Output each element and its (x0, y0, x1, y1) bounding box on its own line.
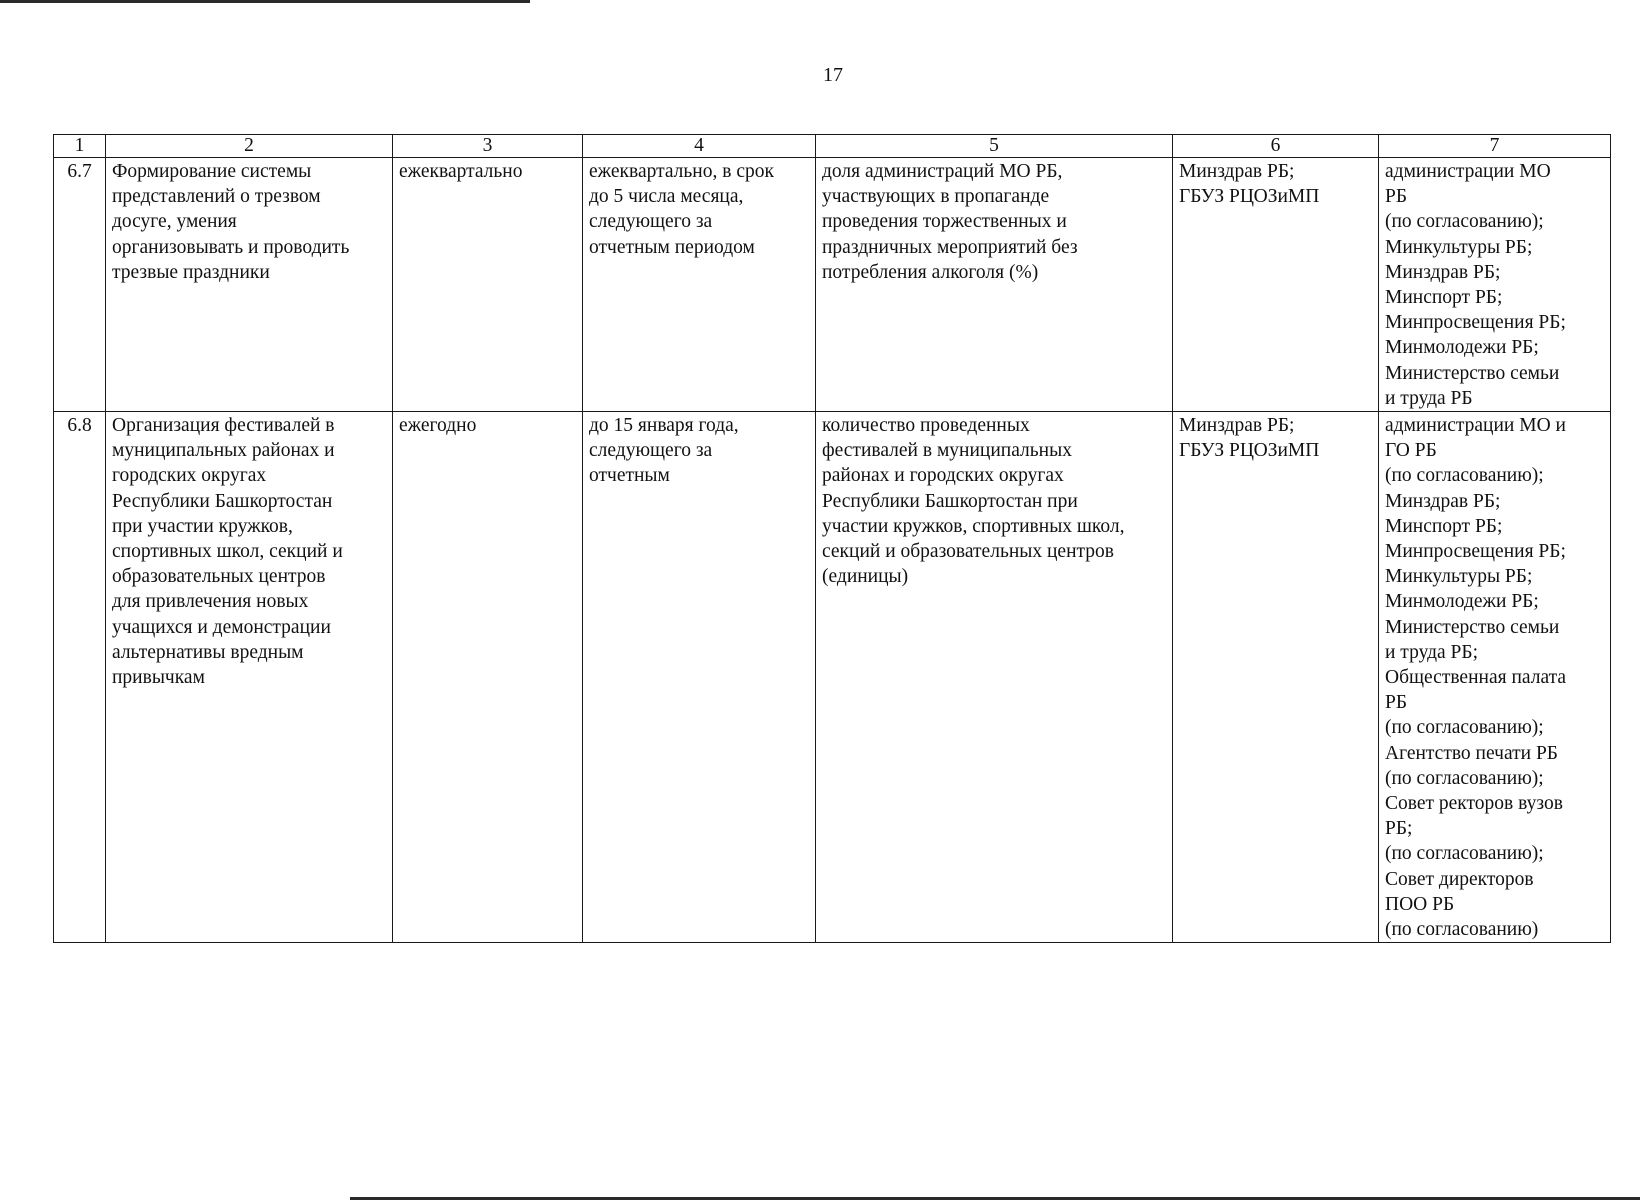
measure-cell (106, 412, 393, 943)
deadline-cell (583, 158, 816, 412)
cell-text-line: фестивалей в муниципальных (822, 440, 1072, 462)
column-header: 6 (1173, 135, 1379, 158)
executors-cell (1379, 412, 1611, 943)
cell-text-line: Республики Башкортостан при (822, 490, 1078, 512)
cell-text-line: (единицы) (822, 566, 909, 588)
responsible-cell (1173, 158, 1379, 412)
cell-text-line: Министерство семьи (1385, 362, 1560, 384)
cell-text-line: отчетным (589, 465, 670, 487)
column-header: 2 (106, 135, 393, 158)
cell-text-line: Минспорт РБ; (1385, 287, 1503, 309)
cell-text-line: РБ (1385, 186, 1408, 208)
cell-text-line: администрации МО (1385, 161, 1551, 182)
plan-table (53, 134, 1611, 943)
cell-text-line: ПОО РБ (1385, 893, 1455, 915)
column-header: 1 (54, 135, 106, 158)
cell-text-line: привычкам (112, 667, 205, 689)
indicator-cell (816, 158, 1173, 412)
row-number-cell: 6.8 (54, 412, 106, 943)
cell-text-line: количество проведенных (822, 415, 1030, 437)
cell-text-line: ежегодно (399, 415, 477, 437)
cell-text-line: ежеквартально, в срок (589, 161, 774, 182)
cell-text-line: отчетным периодом (589, 236, 755, 258)
deadline-cell (583, 412, 816, 943)
cell-text-line: досуге, умения (112, 211, 237, 233)
cell-text-line: праздничных мероприятий без (822, 236, 1078, 258)
period-cell (393, 158, 583, 412)
cell-text-line: (по согласованию) (1385, 919, 1539, 941)
period-cell (393, 412, 583, 943)
cell-text-line: Общественная палата (1385, 667, 1567, 689)
column-header: 7 (1379, 135, 1611, 158)
executors-cell (1379, 158, 1611, 412)
cell-text-line: Минздрав РБ; (1385, 490, 1501, 512)
cell-text-line: Минкультуры РБ; (1385, 236, 1533, 258)
cell-text-line: для привлечения новых (112, 591, 309, 613)
cell-text-line: Совет директоров (1385, 868, 1534, 890)
cell-text-line: ГБУЗ РЦОЗиМП (1179, 186, 1320, 208)
cell-text-line: Минмолодежи РБ; (1385, 337, 1539, 359)
cell-text-line: муниципальных районах и (112, 440, 335, 462)
cell-text-line: до 5 числа месяца, (589, 186, 744, 208)
measure-cell (106, 158, 393, 412)
cell-text-line: при участии кружков, (112, 515, 293, 537)
cell-text-line: следующего за (589, 211, 713, 233)
cell-text-line: ежеквартально (399, 161, 523, 182)
cell-text-line: городских округах (112, 465, 267, 487)
cell-text-line: Минздрав РБ; (1179, 415, 1295, 437)
column-header: 5 (816, 135, 1173, 158)
cell-text-line: Организация фестивалей в (112, 415, 335, 437)
cell-text-line: Минздрав РБ; (1179, 161, 1295, 182)
cell-text-line: ГБУЗ РЦОЗиМП (1179, 440, 1320, 462)
cell-text-line: до 15 января года, (589, 415, 739, 437)
cell-text-line: участии кружков, спортивных школ, (822, 515, 1125, 537)
cell-text-line: организовывать и проводить (112, 236, 350, 258)
table-header-row (54, 135, 1611, 158)
cell-text-line: участвующих в пропаганде (822, 186, 1050, 208)
cell-text-line: Минмолодежи РБ; (1385, 591, 1539, 613)
cell-text-line: (по согласованию); (1385, 767, 1544, 789)
cell-text-line: РБ (1385, 692, 1408, 714)
cell-text-line: представлений о трезвом (112, 186, 321, 208)
cell-text-line: (по согласованию); (1385, 717, 1544, 739)
cell-text-line: трезвые праздники (112, 261, 270, 283)
cell-text-line: образовательных центров (112, 566, 326, 588)
cell-text-line: учащихся и демонстрации (112, 616, 331, 638)
cell-text-line: Минпросвещения РБ; (1385, 541, 1566, 563)
cell-text-line: проведения торжественных и (822, 211, 1067, 233)
table-row (54, 158, 1611, 412)
cell-text-line: (по согласованию); (1385, 211, 1544, 233)
cell-text-line: секций и образовательных центров (822, 541, 1114, 563)
cell-text-line: спортивных школ, секций и (112, 541, 343, 563)
cell-text-line: следующего за (589, 440, 713, 462)
cell-text-line: альтернативы вредным (112, 641, 304, 663)
cell-text-line: районах и городских округах (822, 465, 1064, 487)
cell-text-line: и труда РБ (1385, 387, 1473, 409)
cell-text-line: администрации МО и (1385, 415, 1566, 437)
column-header: 4 (583, 135, 816, 158)
cell-text-line: Минпросвещения РБ; (1385, 312, 1566, 334)
cell-text-line: доля администраций МО РБ, (822, 161, 1063, 182)
cell-text-line: Агентство печати РБ (1385, 742, 1558, 764)
cell-text-line: Минспорт РБ; (1385, 515, 1503, 537)
cell-text-line: Формирование системы (112, 161, 312, 182)
cell-text-line: Совет ректоров вузов (1385, 793, 1563, 815)
table-row (54, 412, 1611, 943)
cell-text-line: потребления алкоголя (%) (822, 261, 1039, 283)
responsible-cell (1173, 412, 1379, 943)
row-number-cell: 6.7 (54, 158, 106, 412)
cell-text-line: Министерство семьи (1385, 616, 1560, 638)
cell-text-line: Минкультуры РБ; (1385, 566, 1533, 588)
cell-text-line: и труда РБ; (1385, 641, 1478, 663)
cell-text-line: Минздрав РБ; (1385, 261, 1501, 283)
cell-text-line: ГО РБ (1385, 440, 1437, 462)
cell-text-line: Республики Башкортостан (112, 490, 333, 512)
table-body (54, 158, 1611, 943)
column-header: 3 (393, 135, 583, 158)
cell-text-line: (по согласованию); (1385, 843, 1544, 865)
cell-text-line: РБ; (1385, 818, 1413, 840)
cell-text-line: (по согласованию); (1385, 465, 1544, 487)
indicator-cell (816, 412, 1173, 943)
page-number: 17 (823, 64, 843, 86)
scan-edge-top (0, 0, 530, 3)
